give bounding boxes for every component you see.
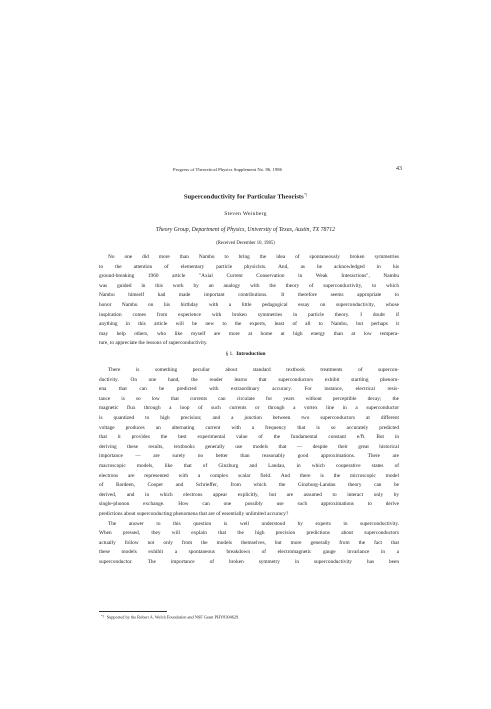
text-line: that it provides the best experimental value of the fundamental constant e/ℏ. But in — [99, 434, 399, 441]
text-line: single-phonon exchange. How can one possibly use such approximations to derive — [99, 501, 399, 508]
footnote-marker: *) — [101, 614, 104, 618]
section-heading — [0, 351, 491, 357]
text-line: electrons are represented with a complex scalar field. And there is the microscopic model — [99, 472, 399, 479]
text-line: Nambu himself had made important contributions. It therefore seems appropriate to — [99, 292, 399, 299]
text-line: ena that can be predicted with extraordinary accuracy. For instance, electrical resis- — [99, 386, 399, 393]
text-line: may help others, who like myself are more at home at high energy than at low tempera- — [99, 330, 399, 337]
title-footnote-marker: *) — [304, 193, 308, 197]
section-title: Introduction — [236, 351, 266, 357]
text-line: voltage produces an alternating current with a frequency that is so accurately predicted — [99, 424, 399, 431]
text-line: these models exhibit a spontaneous breakdown of electromagnetic gauge invariance in a — [99, 549, 399, 556]
journal-citation: Progress of Theoretical Physics Supplement No. 86, 1986 — [173, 167, 282, 172]
running-head — [0, 167, 491, 177]
text-line: inspiration comes from experience with broken symmetries in particle theory. I doubt if — [99, 311, 399, 318]
text-line: tance is so low that currents can circulate for years without perceptible decay; the — [99, 395, 399, 402]
text-line: of Bardeen, Cooper and Schrieffer, from which the Ginzburg-Landau theory can be — [99, 482, 399, 489]
abstract — [99, 253, 399, 349]
text-line: The answer to this question is well understood by experts in superconductivity. — [108, 520, 399, 527]
text-line: to the attention of elementary particle physicists. And, as he acknowledged in his — [99, 263, 399, 270]
paper-title-text: Superconductivity for Particular Theorists — [183, 193, 304, 201]
section-body — [99, 366, 399, 567]
text-line: deriving these results, textbooks generally use models that — despite their great historical — [99, 443, 399, 450]
text-line: superconductor. The importance of broken symmetry in superconductivity has been — [99, 558, 399, 565]
text-line: is quantized to high precision; and a junction between two superconductors at different — [99, 414, 399, 421]
text-line: No one did more than Nambu to bring the idea of spontaneously broken symmetries — [108, 254, 399, 260]
text-line: importance — are surely no better than reasonably good approximations. There are — [99, 453, 399, 460]
text-line: ground-breaking 1960 article "Axial Current Conservation in Weak Interactions", Nambu — [99, 273, 399, 280]
author: Steven Weinberg — [224, 211, 267, 217]
section-number: § 1. — [225, 351, 234, 357]
text-line: anything in this article will be new to the experts, least of all to Nambu, but perhaps it — [99, 321, 399, 328]
affiliation: Theory Group, Department of Physics, University of Texas, Austin, TX 78712 — [155, 227, 336, 233]
text-line: actually follow not only from the models themselves, but more generally from the fact that — [99, 539, 399, 546]
page-number: 43 — [396, 166, 402, 172]
text-line: predictions about superconducting phenomena that are of essentially unlimited accuracy? — [99, 510, 289, 517]
text-line: When pressed, they will explain that the high precision predictions about superconductors — [99, 530, 399, 537]
paper-title — [0, 193, 491, 201]
text-line: ture, to appreciate the lessons of superconductivity. — [99, 340, 208, 347]
footnote — [101, 614, 239, 620]
text-line: magnetic flux through a loop of such currents or through a vortex line in a superconductor — [99, 405, 399, 412]
text-line: honor Nambu on his birthday with a little pedagogical essay on superconductivity, whose — [99, 301, 399, 308]
text-line: There is something peculiar about standard textbook treatments of supercon- — [108, 367, 399, 373]
text-line: derived, and in which electrons appear explicitly, but are assumed to interact only by — [99, 491, 399, 498]
footnote-text: Supported by the Robert A. Welch Foundation and NSF Grant PHY8304629. — [106, 614, 240, 620]
received-date: (Received December 10, 1985) — [216, 241, 275, 246]
text-line: was guided in this work by an analogy with the theory of superconductivity, to which — [99, 282, 399, 289]
text-line: macroscopic models, like that of Ginzburg and Landau, in which cooperative states of — [99, 462, 399, 469]
footnote-rule — [99, 611, 167, 612]
text-line: ductivity. On one hand, the reader learns that superconductors exhibit startling phenom- — [99, 376, 399, 383]
